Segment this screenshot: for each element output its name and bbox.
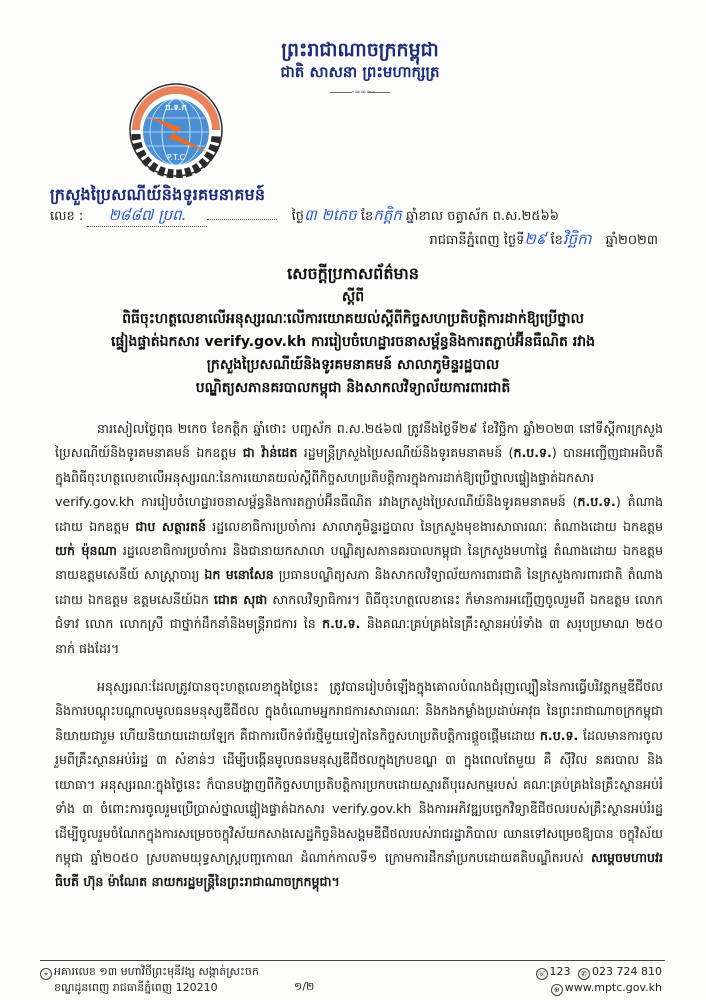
phone-icon: ✆ [578,968,590,980]
body-text [55,417,663,909]
title-block [40,262,666,400]
footer-contact [536,964,662,996]
solar-day: ២៩ [524,230,547,248]
solar-month: វិច្ឆិកា [562,230,592,248]
lunar-month: កត្ដិក [373,206,402,224]
subject-line: បណ្ឌិត្យសភានគរបាលកម្ពុជា និងសាកលវិទ្យាល័យការពារជាតិ [195,380,511,396]
footer-divider [40,960,665,961]
svg-text:ប.ទ.ក: ប.ទ.ក [165,103,187,112]
official-name: ឯក មនោសែន [204,567,274,583]
reference-label: លេខ : [50,209,84,224]
minister-name: ជា វ៉ាន់ដេត [242,445,298,461]
official-name: យក់ ម៉ុនណា [55,543,117,559]
ministry-abbr: ក.ប.ទ. [322,616,361,632]
subject-line: ផ្ទៀងផ្ទាត់ឯកសារ verify.gov.kh ការរៀបចំហេដ្ឋារចនាសម្ព័ន្ធនិងការតភ្ជាប់អ៊ីនធឺណិត រវាង [111,334,595,350]
ministry-name: ក្រសួងប្រៃសណីយ៍និងទូរគមនាគមន៍ [50,185,266,204]
ptc-emblem-icon [128,82,224,178]
ornament-divider: -≈∞≈- [330,88,390,96]
location-pin-icon: ⌖ [40,968,52,980]
dotted-line [207,219,277,220]
prime-minister-name: សម្ដេចមហាបវរធិបតី ហ៊ុន ម៉ាណែត នាយករដ្ឋមន្ត្រីនៃព្រះរាជាណាចក្រកម្ពុជា។ [55,849,663,890]
official-name: ជាប សត្ថារតន៍ [135,518,206,534]
subject-line: ក្រសួងប្រៃសណីយ៍និងទូរគមនាគមន៍ សាលាភូមិន្ទរដ្ឋបាល [206,357,500,373]
press-release-title: សេចក្ដីប្រកាសព័ត៌មាន [287,264,419,283]
website-link[interactable]: www.mptc.gov.kh [564,981,662,994]
ministry-abbr: ក.ប.ទ. [577,494,616,510]
hotline-number[interactable]: 123 [549,965,571,978]
official-name: ជោគ សុផា [213,591,268,607]
paragraph-2: អនុស្សរណៈដែលត្រូវបានចុះហត្ថលេខាក្នុងថ្ងៃនេះ ត្រូវបានរៀបចំឡើងក្នុងគោលបំណងជំរុញល្បឿននៃការធ្វើបរិវត្តកម្មឌីជីថល និងការបណ្ដុះបណ្ដាលមូលធនមនុស្សឌីជីថល ក្នុងចំណោមអ្នករាជការសាធារណៈ និងកងកម្លាំងប្រដាប់អាវុធ នៃព្រះរាជាណាចក្រកម្ពុជា និយាយជារួម ហើយនិយាយដោយឡែក គឺជាការបើកទំព័រថ្មីមួយទៀតនៃកិច្ចសហប្រតិបត្តិការផ្ដួចផ្ដើមដោយ ក.ប.ទ. ដែលមានការចូលរួមពីគ្រឹះស្ថានអប់រំរដ្ឋ ៣ សំខាន់ៗ ដើម្បីបង្កើនមូលធនមនុស្សឌីជីថលក្នុងក្របខណ្ឌ ៣ ក្នុងពេលតែមួយ គឺ ស៊ីវិល នគរបាល និងយោធា។ អនុស្សរណៈក្នុងថ្ងៃនេះ ក៏បានបង្ហាញពីកិច្ចសហប្រតិបត្តិការប្រកបដោយស្មារតីបុរេសកម្មរបស់ គណៈគ្រប់គ្រងនៃគ្រឹះស្ថានអប់រំទាំង ៣ ចំពោះការចូលរួមប្រើប្រាស់ថ្នាលផ្ទៀងផ្ទាត់ឯកសារ verify.gov.kh និងការអភិវឌ្ឍបច្ចេកវិទ្យាឌីជីថលរបស់គ្រឹះស្ថានអប់រំរដ្ឋ ដើម្បីចូលរួមចំណែកក្នុងការសម្រេចចក្ខុវិស័យកសាងសេដ្ឋកិច្ចនិងសង្គមឌីជីថលរបស់រាជរដ្ឋាភិបាល ឈានទៅសម្រេចឱ្យបាន ចក្ខុវិស័យកម្ពុជា ឆ្នាំ២០៥០ ស្របតាមយុទ្ធសាស្ត្របញ្ចកោណ ដំណាក់កាលទី១ ក្រោមការដឹកនាំប្រកបដោយគតិបណ្ឌិតរបស់ សម្ដេចមហាបវរធិបតី ហ៊ុន ម៉ាណែត នាយករដ្ឋមន្ត្រីនៃព្រះរាជាណាចក្រកម្ពុជា។ [55,679,663,890]
paragraph-1: នារសៀលថ្ងៃពុធ ២កេច ខែកត្តិក ឆ្នាំថោះ បញ្ចស័ក ព.ស.២៥៦៧ ត្រូវនឹងថ្ងៃទី២៩ ខែវិច្ឆិកា ឆ្នាំ២០២៣ នៅទីស្ដីការក្រសួងប្រៃសណីយ៍និងទូរគមនាគមន៍ ឯកឧត្ដម ជា វ៉ាន់ដេត រដ្ឋមន្ត្រីក្រសួងប្រៃសណីយ៍និងទូរគមនាគមន៍ (ក.ប.ទ.) បានអញ្ជើញជាអធិបតីក្នុងពិធីចុះហត្ថលេខាលើអនុស្សរណៈនៃការយោគយល់ស្ដីពីកិច្ចសហប្រតិបត្តិការក្នុងការដាក់ឱ្យប្រើថ្នាលផ្ទៀងផ្ទាត់ឯកសារ verify.gov.kh ការរៀបចំហេដ្ឋារចនាសម្ព័ន្ធនិងការតភ្ជាប់អ៊ីនធឺណិត រវាងក្រសួងប្រៃសណីយ៍និងទូរគមនាគមន៍ (ក.ប.ទ.) តំណាងដោយ ឯកឧត្ដម ជាប សត្ថារតន៍ រដ្ឋលេខាធិការប្រចាំការ សាលាភូមិន្ទរដ្ឋបាល នៃក្រសួងមុខងារសាធារណៈ តំណាងដោយ ឯកឧត្ដម យក់ ម៉ុនណា រដ្ឋលេខាធិការប្រចាំការ និងជានាយកសាលា បណ្ឌិត្យសភានគរបាលកម្ពុជា នៃក្រសួងមហាផ្ទៃ តំណាងដោយ ឯកឧត្ដម នាយឧត្ដមសេនីយ៍ សាស្ត្រាចារ្យ ឯក មនោសែន ប្រធានបណ្ឌិត្យសភា និងសាកលវិទ្យាល័យការពារជាតិ នៃក្រសួងការពារជាតិ តំណាងដោយ ឯកឧត្ដម ឧត្ដមសេនីយ៍ឯក ជោគ សុផា សាកលវិទ្យាធិការ។ ពិធីចុះហត្ថលេខានេះ ក៏មានការអញ្ជើញចូលរួមពី ឯកឧត្ដម លោកជំទាវ លោក លោកស្រី ជាថ្នាក់ដឹកនាំនិងមន្ត្រីរាជការ នៃ ក.ប.ទ. និងគណៈគ្រប់គ្រងនៃគ្រឹះស្ថានអប់រំទាំង ៣ សរុបប្រមាណ ២៥០ នាក់ ផងដែរ។ [55,421,663,656]
solar-date-row: រាជធានីភ្នំពេញ ថ្ងៃទី២៩ ខែវិច្ឆិកា ឆ្នាំ២០២៣ [429,230,658,248]
footer-address: ⌖ អគារលេខ ១៣ មហាវិថីព្រះមុនីវង្ស សង្កាត់ស្រះចក ខណ្ឌដូនពេញ រាជធានីភ្នំពេញ 120210 [40,964,259,995]
lunar-date: ថ្ងៃ៣ ២កេច ខែកត្ដិក ឆ្នាំខាល ចត្វាស័ក ព.ស.២៥៦៦ [291,206,559,224]
reference-row [50,204,660,228]
svg-text:P.T.C: P.T.C [166,153,186,162]
subject-line: ពិធីចុះហត្ថលេខាលើអនុស្សរណៈលើការយោគយល់ស្ដីពីកិច្ចសហប្រតិបត្តិការដាក់ឱ្យប្រើថ្នាល [122,311,584,327]
solar-year: ឆ្នាំ២០២៣ [605,233,658,248]
subject-label: ស្ដីពី [341,289,365,305]
phone-number[interactable]: 023 724 810 [592,965,662,978]
kingdom-header [250,38,470,96]
ministry-abbr: ក.ប.ទ. [539,727,579,743]
ministry-abbr: ក.ប.ទ. [513,445,552,461]
globe-icon: ⊕ [551,984,563,996]
lunar-day: ៣ ២កេច [303,206,357,224]
national-motto: ជាតិ សាសនា ព្រះមហាក្សត្រ [280,63,440,81]
lunar-year: ឆ្នាំខាល ចត្វាស័ក ព.ស.២៥៦៦ [405,209,559,224]
page-number: ១/២ [294,980,315,993]
ministry-logo [128,82,224,178]
reference-number: ២៨៨៧ ប្រព. [87,204,207,227]
kingdom-name: ព្រះរាជាណាចក្រកម្ពុជា [281,39,439,61]
hotline-icon: ☏ [537,970,546,978]
